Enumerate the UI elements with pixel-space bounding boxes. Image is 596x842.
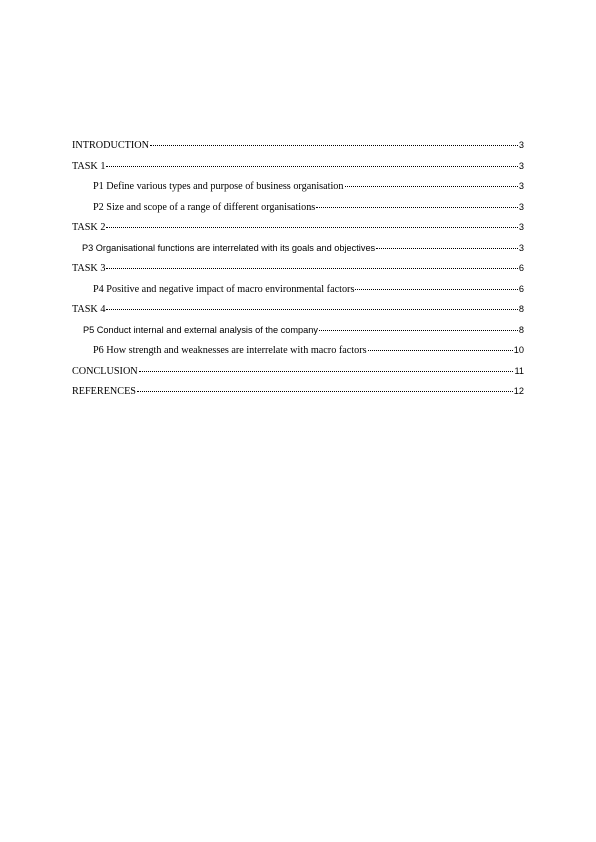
toc-entry-label: TASK 2 <box>72 222 106 233</box>
toc-entry-label: CONCLUSION <box>72 365 138 377</box>
toc-dot-leader <box>376 247 518 249</box>
toc-page-number: 3 <box>518 242 524 253</box>
toc-entry-p1[interactable] <box>72 181 524 202</box>
toc-page-number: 3 <box>518 160 524 171</box>
toc-entry-label: P2 Size and scope of a range of different organisations <box>93 201 316 213</box>
toc-page-number: 3 <box>518 181 524 191</box>
toc-dot-leader <box>319 329 518 331</box>
toc-entry-p6[interactable] <box>72 345 524 366</box>
toc-entry-p3[interactable] <box>72 243 524 264</box>
toc-page-number: 8 <box>518 304 524 314</box>
toc-page-number: 11 <box>514 365 524 376</box>
toc-page-number: 3 <box>518 222 524 232</box>
toc-entry-label: TASK 1 <box>72 160 106 172</box>
toc-dot-leader <box>106 226 517 228</box>
toc-page-number: 3 <box>518 201 524 212</box>
toc-entry-references[interactable] <box>72 386 524 407</box>
toc-page-number: 8 <box>518 324 524 335</box>
toc-dot-leader <box>368 349 513 351</box>
toc-dot-leader <box>345 185 518 187</box>
toc-dot-leader <box>106 267 517 269</box>
toc-page-number: 6 <box>518 263 524 273</box>
toc-dot-leader <box>355 288 517 290</box>
toc-entry-label: P5 Conduct internal and external analysis of the company <box>83 324 318 335</box>
toc-page-number: 12 <box>513 386 524 396</box>
toc-entry-label: P3 Organisational functions are interrelated with its goals and objectives <box>82 242 376 253</box>
toc-entry-task-3[interactable] <box>72 263 524 284</box>
toc-entry-task-1[interactable] <box>72 161 524 182</box>
toc-entry-p4[interactable] <box>72 284 524 305</box>
toc-entry-label: INTRODUCTION <box>72 140 149 151</box>
toc-entry-p5[interactable] <box>72 325 524 346</box>
toc-page-number: 6 <box>518 283 524 294</box>
table-of-contents <box>72 140 524 407</box>
toc-entry-p2[interactable] <box>72 202 524 223</box>
toc-page-number: 3 <box>518 140 524 150</box>
toc-dot-leader <box>150 144 518 146</box>
toc-dot-leader <box>137 390 513 392</box>
toc-entry-label: TASK 4 <box>72 304 106 315</box>
toc-entry-label: TASK 3 <box>72 263 106 274</box>
toc-entry-label: P1 Define various types and purpose of business organisation <box>93 181 344 192</box>
toc-entry-conclusion[interactable] <box>72 366 524 387</box>
toc-entry-introduction[interactable] <box>72 140 524 161</box>
toc-entry-task-4[interactable] <box>72 304 524 325</box>
toc-dot-leader <box>139 370 514 372</box>
toc-page-number: 10 <box>513 345 524 355</box>
toc-dot-leader <box>106 308 517 310</box>
toc-entry-task-2[interactable] <box>72 222 524 243</box>
toc-entry-label: P4 Positive and negative impact of macro environmental factors <box>93 283 355 295</box>
toc-dot-leader <box>106 165 517 167</box>
toc-entry-label: P6 How strength and weaknesses are interrelate with macro factors <box>93 345 367 356</box>
toc-entry-label: REFERENCES <box>72 386 136 397</box>
toc-dot-leader <box>316 206 518 208</box>
